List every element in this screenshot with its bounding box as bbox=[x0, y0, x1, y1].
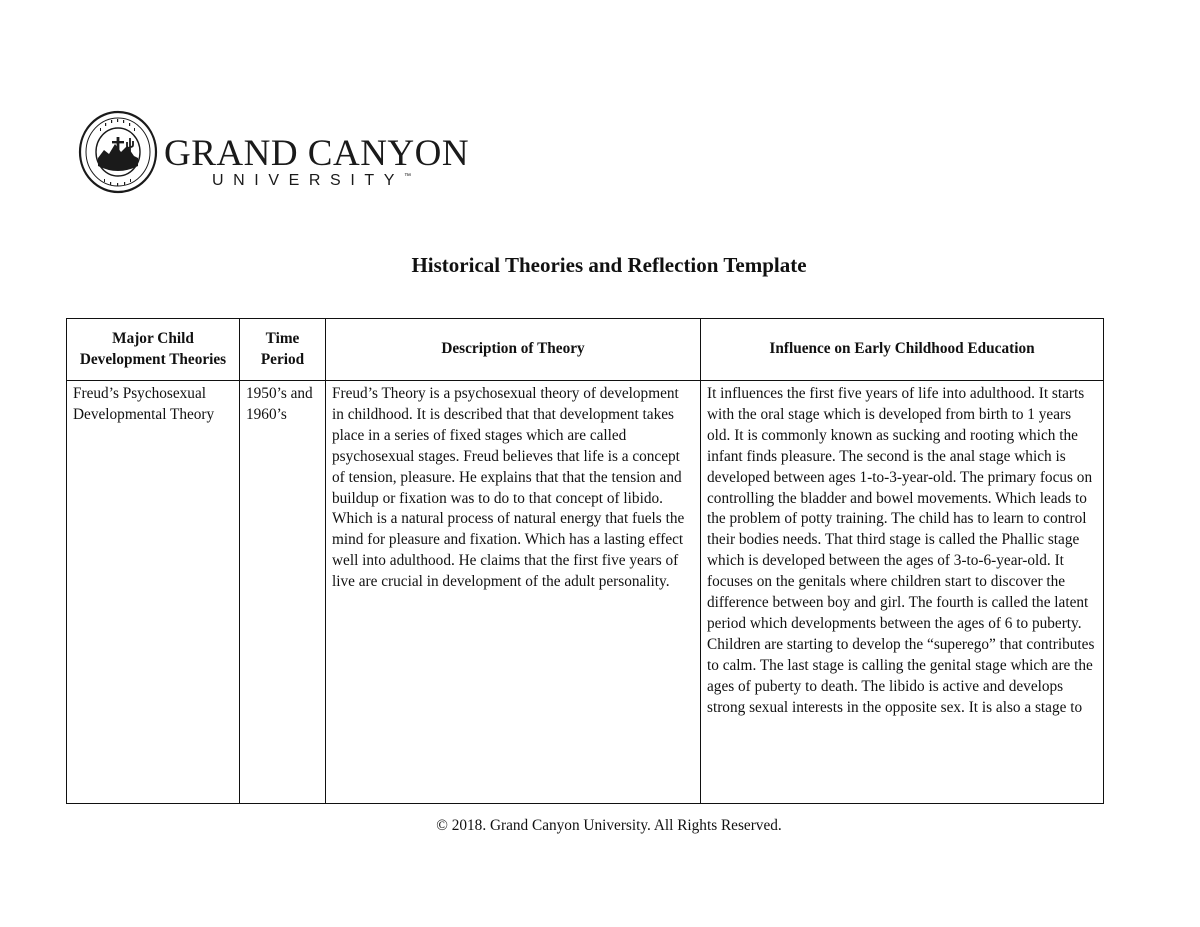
document-title: Historical Theories and Reflection Template bbox=[411, 253, 807, 277]
influence-text: It influences the first five years of life into adulthood. It starts with the oral stage which is developed from birth to 1 years old. It is commonly known as sucking and rooting which the infant finds pleasure. The second is the anal stage which is developed between ages 1-to-3-year-old. The primary focus on controlling the bladder and bowel movements. Which leads to the problem of potty training. The child has to learn to control their bodies needs. That third stage is called the Phallic stage which is developed between the ages of 3-to-6-year-old. It focuses on the genitals where children start to discover the difference between boy and girl. The fourth is called the latent period which developments between the ages of 6 to puberty. Children are starting to develop the “superego” that contributes to calm. The last stage is calling the genital stage which are the ages of puberty to death. The libido is active and develops strong sexual interests in the opposite sex. It is also a stage to bbox=[707, 385, 1095, 716]
theories-table bbox=[66, 318, 1104, 804]
cell-influence bbox=[701, 381, 1104, 804]
university-subname-text: UNIVERSITY bbox=[212, 172, 405, 189]
description-text: Freud’s Theory is a psychosexual theory of development in childhood. It is described that that development takes place in a series of fixed stages which are called psychosexual stages. Freud believes that life is a concept of tension, pleasure. He explains that that the tension and buildup or fixation was to do to that concept of libido. Which is a natural process of natural energy that fuels the mind for pleasure and fixation. Which has a lasting effect well into adulthood. He claims that the first five years of live are crucial in development of the adult personality. bbox=[332, 385, 685, 591]
header-theory: Major Child Development Theories bbox=[67, 319, 240, 381]
university-seal-icon bbox=[78, 110, 158, 194]
copyright-footer: © 2018. Grand Canyon University. All Rights Reserved. bbox=[436, 817, 782, 834]
cell-theory bbox=[67, 381, 240, 804]
university-subname bbox=[212, 173, 411, 189]
university-logo bbox=[78, 110, 470, 194]
header-time-period: Time Period bbox=[240, 319, 326, 381]
trademark-mark: ™ bbox=[404, 173, 412, 180]
cell-description bbox=[326, 381, 701, 804]
header-description: Description of Theory bbox=[326, 319, 701, 381]
table-header-row bbox=[67, 319, 1104, 381]
time-period-text: 1950’s and 1960’s bbox=[246, 385, 313, 423]
cell-time-period bbox=[240, 381, 326, 804]
header-influence: Influence on Early Childhood Education bbox=[701, 319, 1104, 381]
table-row bbox=[67, 381, 1104, 804]
theory-text: Freud’s Psychosexual Developmental Theory bbox=[73, 385, 215, 423]
university-name: GRAND CANYON bbox=[164, 133, 470, 174]
